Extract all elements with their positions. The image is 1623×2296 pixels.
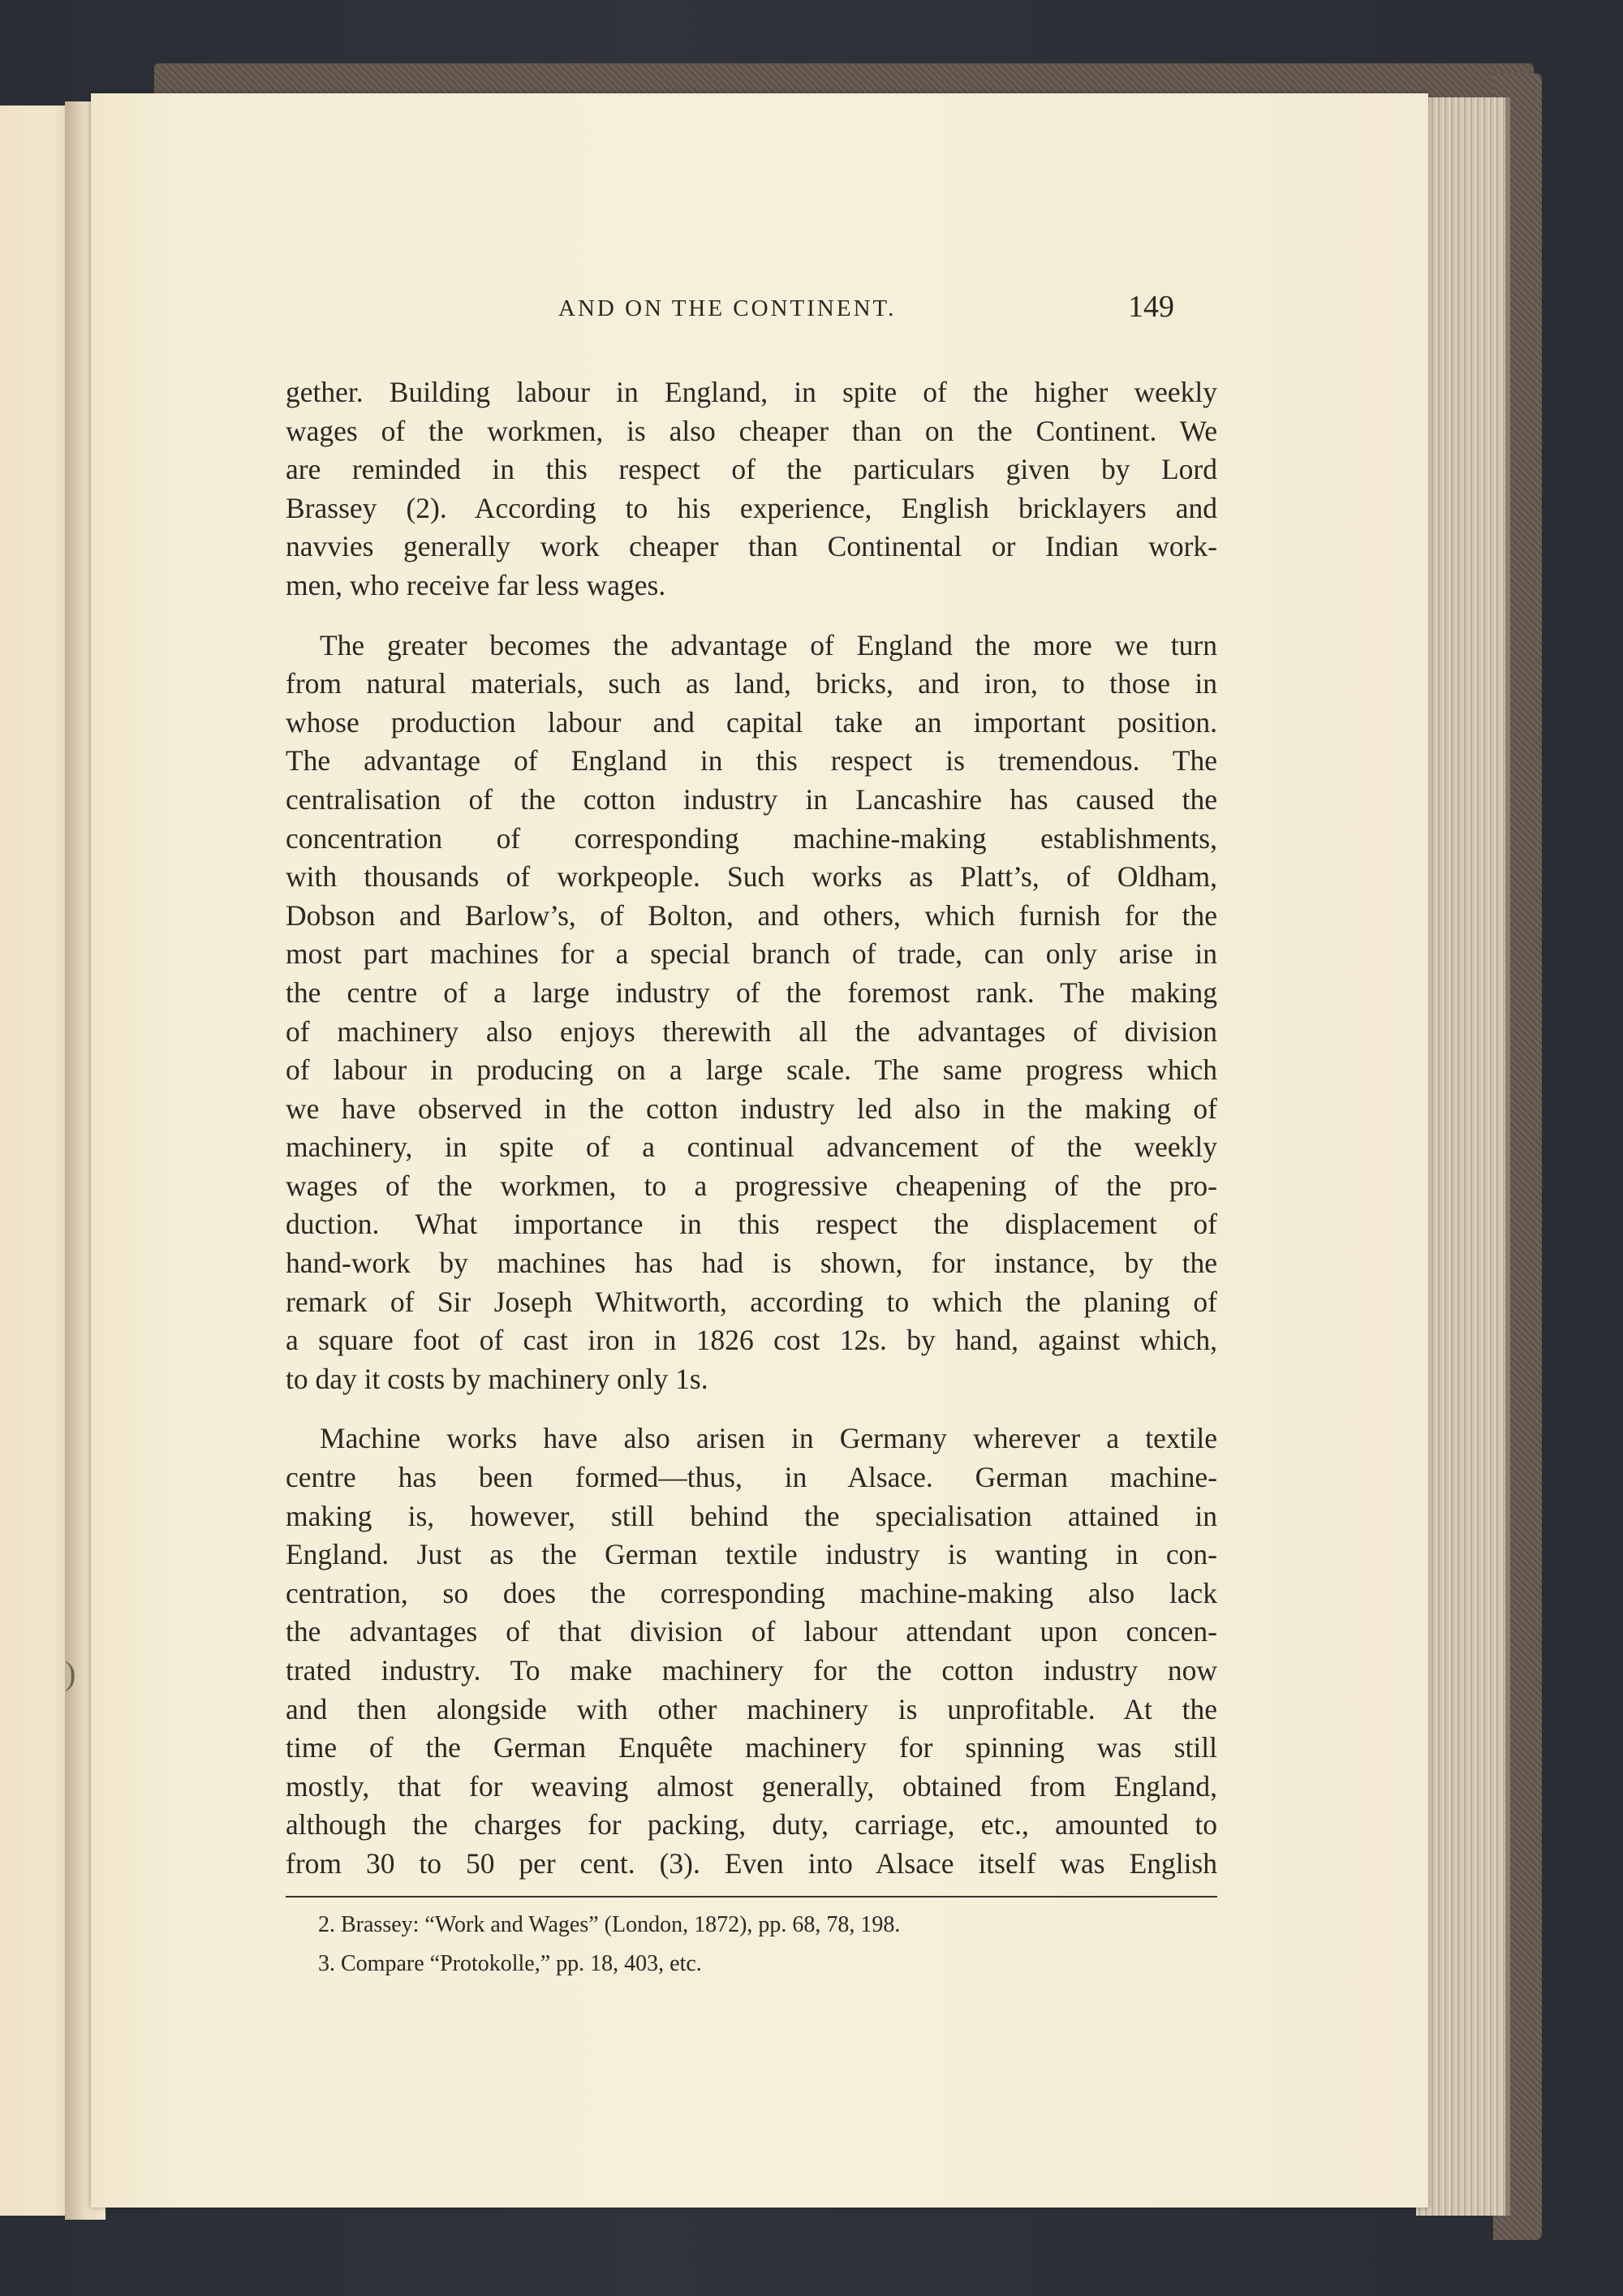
paragraph-gap — [286, 1398, 1217, 1419]
text-line: are reminded in this respect of the particulars given by Lord — [286, 453, 1217, 486]
text-line: men, who receive far less wages. — [286, 568, 666, 601]
text-line: machinery, in spite of a continual advancement of the weekly — [286, 1131, 1217, 1164]
text-line: centre has been formed—thus, in Alsace. German machine- — [286, 1461, 1217, 1494]
text-line: we have observed in the cotton industry led also in the making of — [286, 1092, 1217, 1125]
text-line: of labour in producing on a large scale. The same progress which — [286, 1053, 1217, 1087]
footnotes — [318, 1906, 1211, 1984]
footnote-3: 3. Compare “Protokolle,” pp. 18, 403, etc. — [318, 1951, 702, 1976]
text-line: time of the German Enquête machinery for spinning was still — [286, 1731, 1217, 1764]
text-line: centration, so does the corresponding machine-making also lack — [286, 1576, 1217, 1609]
text-line: hand-work by machines has had is shown, for instance, by the — [286, 1247, 1217, 1280]
page-block-edge — [1416, 97, 1510, 2216]
running-title: AND ON THE CONTINENT. — [558, 295, 897, 321]
text-line: wages of the workmen, to a progressive cheapening of the pro- — [286, 1169, 1217, 1202]
paragraph-gap — [286, 605, 1217, 627]
text-line: Brassey (2). According to his experience, English bricklayers and — [286, 491, 1217, 524]
footnote-2: 2. Brassey: “Work and Wages” (London, 1872), pp. 68, 78, 198. — [318, 1912, 901, 1937]
text-line: remark of Sir Joseph Whitworth, according to which the planing of — [286, 1285, 1217, 1318]
text-line: England. Just as the German textile industry is wanting in con- — [286, 1538, 1217, 1571]
text-line: with thousands of workpeople. Such works as Platt’s, of Oldham, — [286, 860, 1217, 894]
text-line: of machinery also enjoys therewith all the advantages of division — [286, 1014, 1217, 1048]
running-head — [0, 290, 1623, 331]
text-line: concentration of corresponding machine-making establishments, — [286, 821, 1217, 855]
page-number: 149 — [1128, 290, 1174, 324]
text-line: from natural materials, such as land, bricks, and iron, to those in — [286, 667, 1217, 700]
text-line: The advantage of England in this respect is tremendous. The — [286, 744, 1217, 778]
text-line: the advantages of that division of labour attendant upon concen- — [286, 1615, 1217, 1648]
text-line: navvies generally work cheaper than Continental or Indian work- — [286, 530, 1217, 563]
text-line: mostly, that for weaving almost generally, obtained from England, — [286, 1769, 1217, 1803]
text-line: although the charges for packing, duty, carriage, etc., amounted to — [286, 1808, 1217, 1842]
text-line: making is, however, still behind the specialisation attained in — [286, 1499, 1217, 1532]
text-line: duction. What importance in this respect the displacement of — [286, 1208, 1217, 1241]
body-text — [286, 373, 1217, 1884]
text-line: wages of the workmen, is also cheaper than on the Continent. We — [286, 414, 1217, 447]
gutter-mark: ) — [65, 1655, 76, 1691]
text-line: from 30 to 50 per cent. (3). Even into Alsace itself was English — [286, 1846, 1217, 1880]
text-line: gether. Building labour in England, in spite of the higher weekly — [286, 376, 1217, 408]
text-line: Dobson and Barlow’s, of Bolton, and others, which furnish for the — [286, 898, 1217, 932]
text-line: The greater becomes the advantage of England the more we turn — [320, 628, 1217, 661]
text-line: a square foot of cast iron in 1826 cost 12s. by hand, against which, — [286, 1324, 1217, 1357]
text-line: most part machines for a special branch of trade, can only arise in — [286, 937, 1217, 971]
text-line: to day it costs by machinery only 1s. — [286, 1362, 708, 1395]
text-line: Machine works have also arisen in Germany wherever a textile — [320, 1422, 1217, 1455]
text-line: and then alongside with other machinery is unprofitable. At the — [286, 1692, 1217, 1725]
text-line: trated industry. To make machinery for the cotton industry now — [286, 1654, 1217, 1686]
footnote-rule — [286, 1896, 1217, 1898]
text-line: centralisation of the cotton industry in Lancashire has caused the — [286, 782, 1217, 816]
text-line: whose production labour and capital take an important position. — [286, 705, 1217, 739]
text-line: the centre of a large industry of the foremost rank. The making — [286, 976, 1217, 1009]
